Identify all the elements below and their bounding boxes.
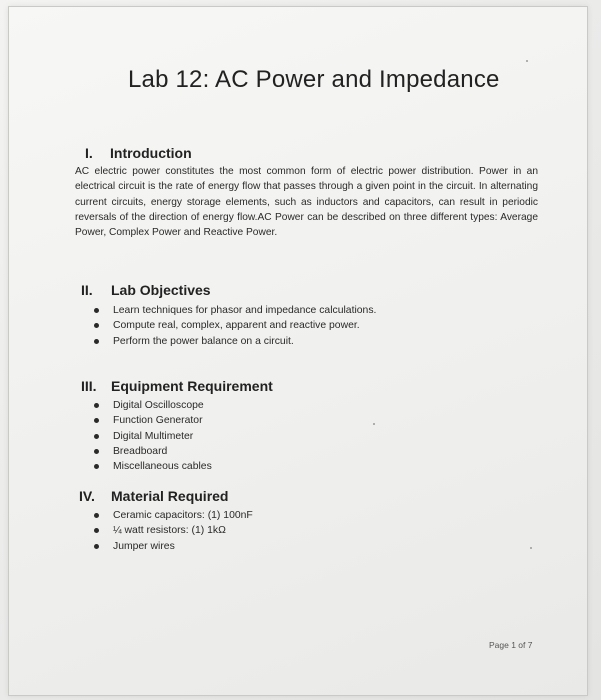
section-number: IV.: [79, 488, 95, 504]
section-equipment-heading: [81, 378, 273, 394]
introduction-paragraph: AC electric power constitutes the most common form of electric power distribution. Power in an electrical circuit is the rate of energy flow that passes through a given point in the circuit. In alternating current circuits, energy storage elements, such as inductors and capacitors, can result in periodic reversals of the direction of energy flow.AC Power can be described on three different types: Average Power, Complex Power and Reactive Power.: [75, 166, 538, 239]
section-introduction-heading: [85, 145, 192, 161]
list-item: Digital Multimeter: [94, 429, 212, 444]
page-number: Page 1 of 7: [489, 640, 533, 650]
list-item: Digital Oscilloscope: [94, 398, 212, 413]
scan-speck: [530, 547, 532, 549]
materials-list: [94, 508, 253, 554]
section-number: I.: [85, 145, 93, 161]
section-title: Introduction: [110, 145, 192, 161]
section-materials-heading: [79, 488, 228, 504]
bullet-icon: [94, 513, 99, 518]
scan-speck: [526, 60, 528, 62]
list-item: ¼ watt resistors: (1) 1kΩ: [94, 523, 253, 538]
objectives-list: [94, 303, 376, 349]
bullet-icon: [94, 528, 99, 533]
scan-speck: [373, 423, 375, 425]
bullet-icon: [94, 308, 99, 313]
list-item: Breadboard: [94, 444, 212, 459]
section-title: Material Required: [111, 488, 229, 504]
list-item: Compute real, complex, apparent and reactive power.: [94, 318, 376, 333]
section-title: Lab Objectives: [111, 282, 211, 298]
list-item: Learn techniques for phasor and impedance calculations.: [94, 303, 376, 318]
bullet-icon: [94, 403, 99, 408]
bullet-icon: [94, 323, 99, 328]
list-item: Perform the power balance on a circuit.: [94, 334, 376, 349]
section-title: Equipment Requirement: [111, 378, 273, 394]
list-item: Miscellaneous cables: [94, 459, 212, 474]
bullet-icon: [94, 464, 99, 469]
section-number: III.: [81, 378, 97, 394]
list-item: Ceramic capacitors: (1) 100nF: [94, 508, 253, 523]
equipment-list: [94, 398, 212, 474]
bullet-icon: [94, 339, 99, 344]
bullet-icon: [94, 434, 99, 439]
page-title: Lab 12: AC Power and Impedance: [128, 66, 500, 93]
section-objectives-heading: [81, 282, 211, 298]
section-number: II.: [81, 282, 93, 298]
bullet-icon: [94, 418, 99, 423]
document-page: [8, 6, 588, 696]
list-item: Jumper wires: [94, 539, 253, 554]
bullet-icon: [94, 544, 99, 549]
bullet-icon: [94, 449, 99, 454]
list-item: Function Generator: [94, 413, 212, 428]
